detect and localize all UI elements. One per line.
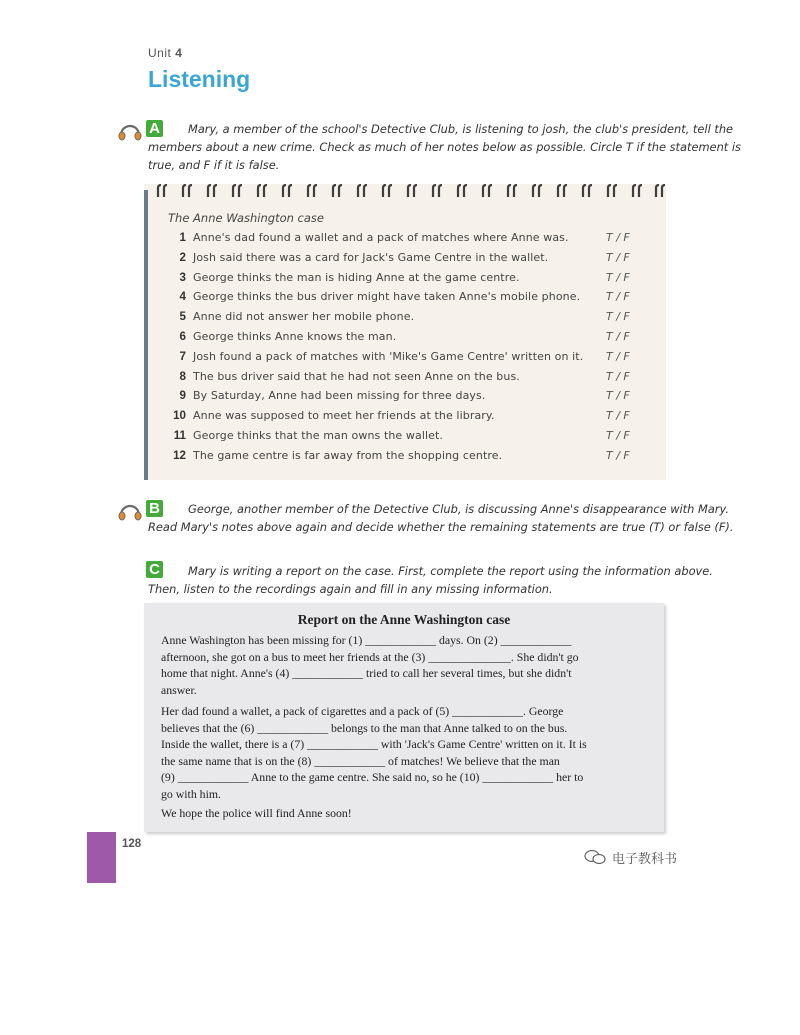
note-statement: George thinks that the man owns the wallet. bbox=[193, 429, 444, 442]
note-number: 4 bbox=[179, 290, 186, 304]
report-line: Inside the wallet, there is a (7) ____________ with 'Jack's Game Centre' written on it. It is bbox=[161, 737, 587, 751]
section-a-line-3: true, and F if it is false. bbox=[148, 158, 280, 172]
report-line: afternoon, she got on a bus to meet her friends at the (3) ______________. She didn't go bbox=[161, 649, 579, 664]
note-number: 5 bbox=[179, 310, 186, 324]
note-item bbox=[168, 429, 658, 447]
note-number: 6 bbox=[179, 330, 186, 343]
section-b-line-1: George, another member of the Detective Club, is discussing Anne's disappearance with Mary. bbox=[188, 502, 729, 516]
report-line: answer. bbox=[161, 682, 197, 697]
true-false-choice[interactable]: T / F bbox=[606, 409, 630, 423]
note-statement: Josh found a pack of matches with 'Mike's Game Centre' written on it. bbox=[193, 349, 584, 363]
true-false-choice[interactable]: T / F bbox=[606, 270, 630, 284]
true-false-choice[interactable]: T / F bbox=[606, 231, 630, 244]
notebook-spine bbox=[144, 190, 148, 480]
note-number: 12 bbox=[173, 448, 186, 462]
section-c-badge: C bbox=[146, 561, 163, 578]
note-number: 3 bbox=[179, 270, 186, 284]
unit-word: Unit bbox=[148, 46, 172, 60]
note-item bbox=[168, 370, 658, 388]
note-statement: George thinks the bus driver might have taken Anne's mobile phone. bbox=[193, 290, 581, 304]
section-b-line-2: Read Mary's notes above again and decide whether the remaining statements are true (T) or false (F). bbox=[148, 520, 734, 534]
true-false-choice[interactable]: T / F bbox=[606, 290, 630, 304]
true-false-choice[interactable]: T / F bbox=[606, 389, 630, 403]
page-color-bar bbox=[87, 832, 116, 883]
note-statement: George thinks Anne knows the man. bbox=[193, 330, 397, 343]
note-item bbox=[168, 310, 658, 328]
report-line: believes that the (6) ____________ belongs to the man that Anne talked to on the bus. bbox=[161, 720, 568, 735]
report-line: Her dad found a wallet, a pack of cigarettes and a pack of (5) ____________. George bbox=[161, 704, 564, 718]
note-item bbox=[168, 290, 658, 308]
report-title: Report on the Anne Washington case bbox=[297, 612, 511, 627]
note-statement: Josh said there was a card for Jack's Game Centre in the wallet. bbox=[193, 250, 549, 264]
unit-label bbox=[148, 46, 182, 60]
note-number: 8 bbox=[179, 369, 186, 383]
report-paragraph-2 bbox=[161, 703, 651, 802]
section-c-line-2: Then, listen to the recordings again and fill in any missing information. bbox=[148, 582, 553, 596]
true-false-choice[interactable]: T / F bbox=[606, 448, 630, 462]
section-a-badge: A bbox=[146, 120, 163, 137]
true-false-choice[interactable]: T / F bbox=[606, 429, 630, 442]
note-number: 10 bbox=[173, 409, 186, 423]
true-false-choice[interactable]: T / F bbox=[606, 349, 630, 363]
wechat-icon bbox=[584, 850, 606, 864]
page-title: Listening bbox=[148, 66, 251, 92]
note-statement: Anne's dad found a wallet and a pack of matches where Anne was. bbox=[193, 231, 569, 244]
section-b-badge: B bbox=[146, 500, 163, 517]
note-statement: The bus driver said that he had not seen Anne on the bus. bbox=[193, 369, 520, 383]
note-item bbox=[168, 409, 658, 427]
note-statement: Anne did not answer her mobile phone. bbox=[193, 310, 415, 324]
headphones-icon[interactable] bbox=[117, 501, 143, 521]
note-statement: Anne was supposed to meet her friends at the library. bbox=[193, 409, 495, 423]
note-number: 1 bbox=[179, 231, 186, 244]
report-line: go with him. bbox=[161, 786, 221, 801]
section-c-line-1: Mary is writing a report on the case. First, complete the report using the information above. bbox=[188, 564, 713, 578]
note-item bbox=[168, 251, 658, 269]
headphones-icon[interactable] bbox=[117, 121, 143, 141]
note-statement: The game centre is far away from the shopping centre. bbox=[193, 448, 503, 462]
note-statement: George thinks the man is hiding Anne at the game centre. bbox=[193, 270, 520, 284]
note-item bbox=[168, 271, 658, 289]
report-line: home that night. Anne's (4) ____________ tried to call her several times, but she didn't bbox=[161, 666, 572, 680]
true-false-choice[interactable]: T / F bbox=[606, 250, 630, 264]
report-paragraph-3: We hope the police will find Anne soon! bbox=[161, 806, 352, 820]
note-item bbox=[168, 389, 658, 407]
true-false-choice[interactable]: T / F bbox=[606, 330, 630, 343]
report-line: the same name that is on the (8) ____________ of matches! We believe that the man bbox=[161, 753, 560, 768]
notes-title: The Anne Washington case bbox=[168, 211, 324, 225]
note-number: 11 bbox=[173, 429, 186, 442]
note-item bbox=[168, 231, 658, 249]
report-paragraph-1 bbox=[161, 632, 651, 698]
true-false-choice[interactable]: T / F bbox=[606, 310, 630, 324]
note-item bbox=[168, 330, 658, 348]
section-a-line-2: members about a new crime. Check as much of her notes below as possible. Circle T if the statement is bbox=[148, 140, 741, 154]
section-a-line-1: Mary, a member of the school's Detective Club, is listening to josh, the club's president, tell the bbox=[188, 122, 734, 136]
watermark-text: 电子教科书 bbox=[612, 851, 678, 866]
note-number: 7 bbox=[179, 349, 186, 363]
report-line: Anne Washington has been missing for (1) ____________ days. On (2) ____________ bbox=[161, 633, 572, 647]
report-line: (9) ____________ Anne to the game centre. She said no, so he (10) ____________ her to bbox=[161, 770, 584, 784]
page-number: 128 bbox=[122, 838, 142, 850]
note-item bbox=[168, 350, 658, 368]
note-number: 2 bbox=[179, 250, 186, 264]
note-item bbox=[168, 449, 658, 467]
true-false-choice[interactable]: T / F bbox=[606, 369, 630, 383]
note-statement: By Saturday, Anne had been missing for three days. bbox=[193, 389, 486, 403]
spiral-rings bbox=[152, 184, 666, 198]
note-number: 9 bbox=[179, 389, 186, 403]
unit-number: 4 bbox=[175, 46, 183, 60]
